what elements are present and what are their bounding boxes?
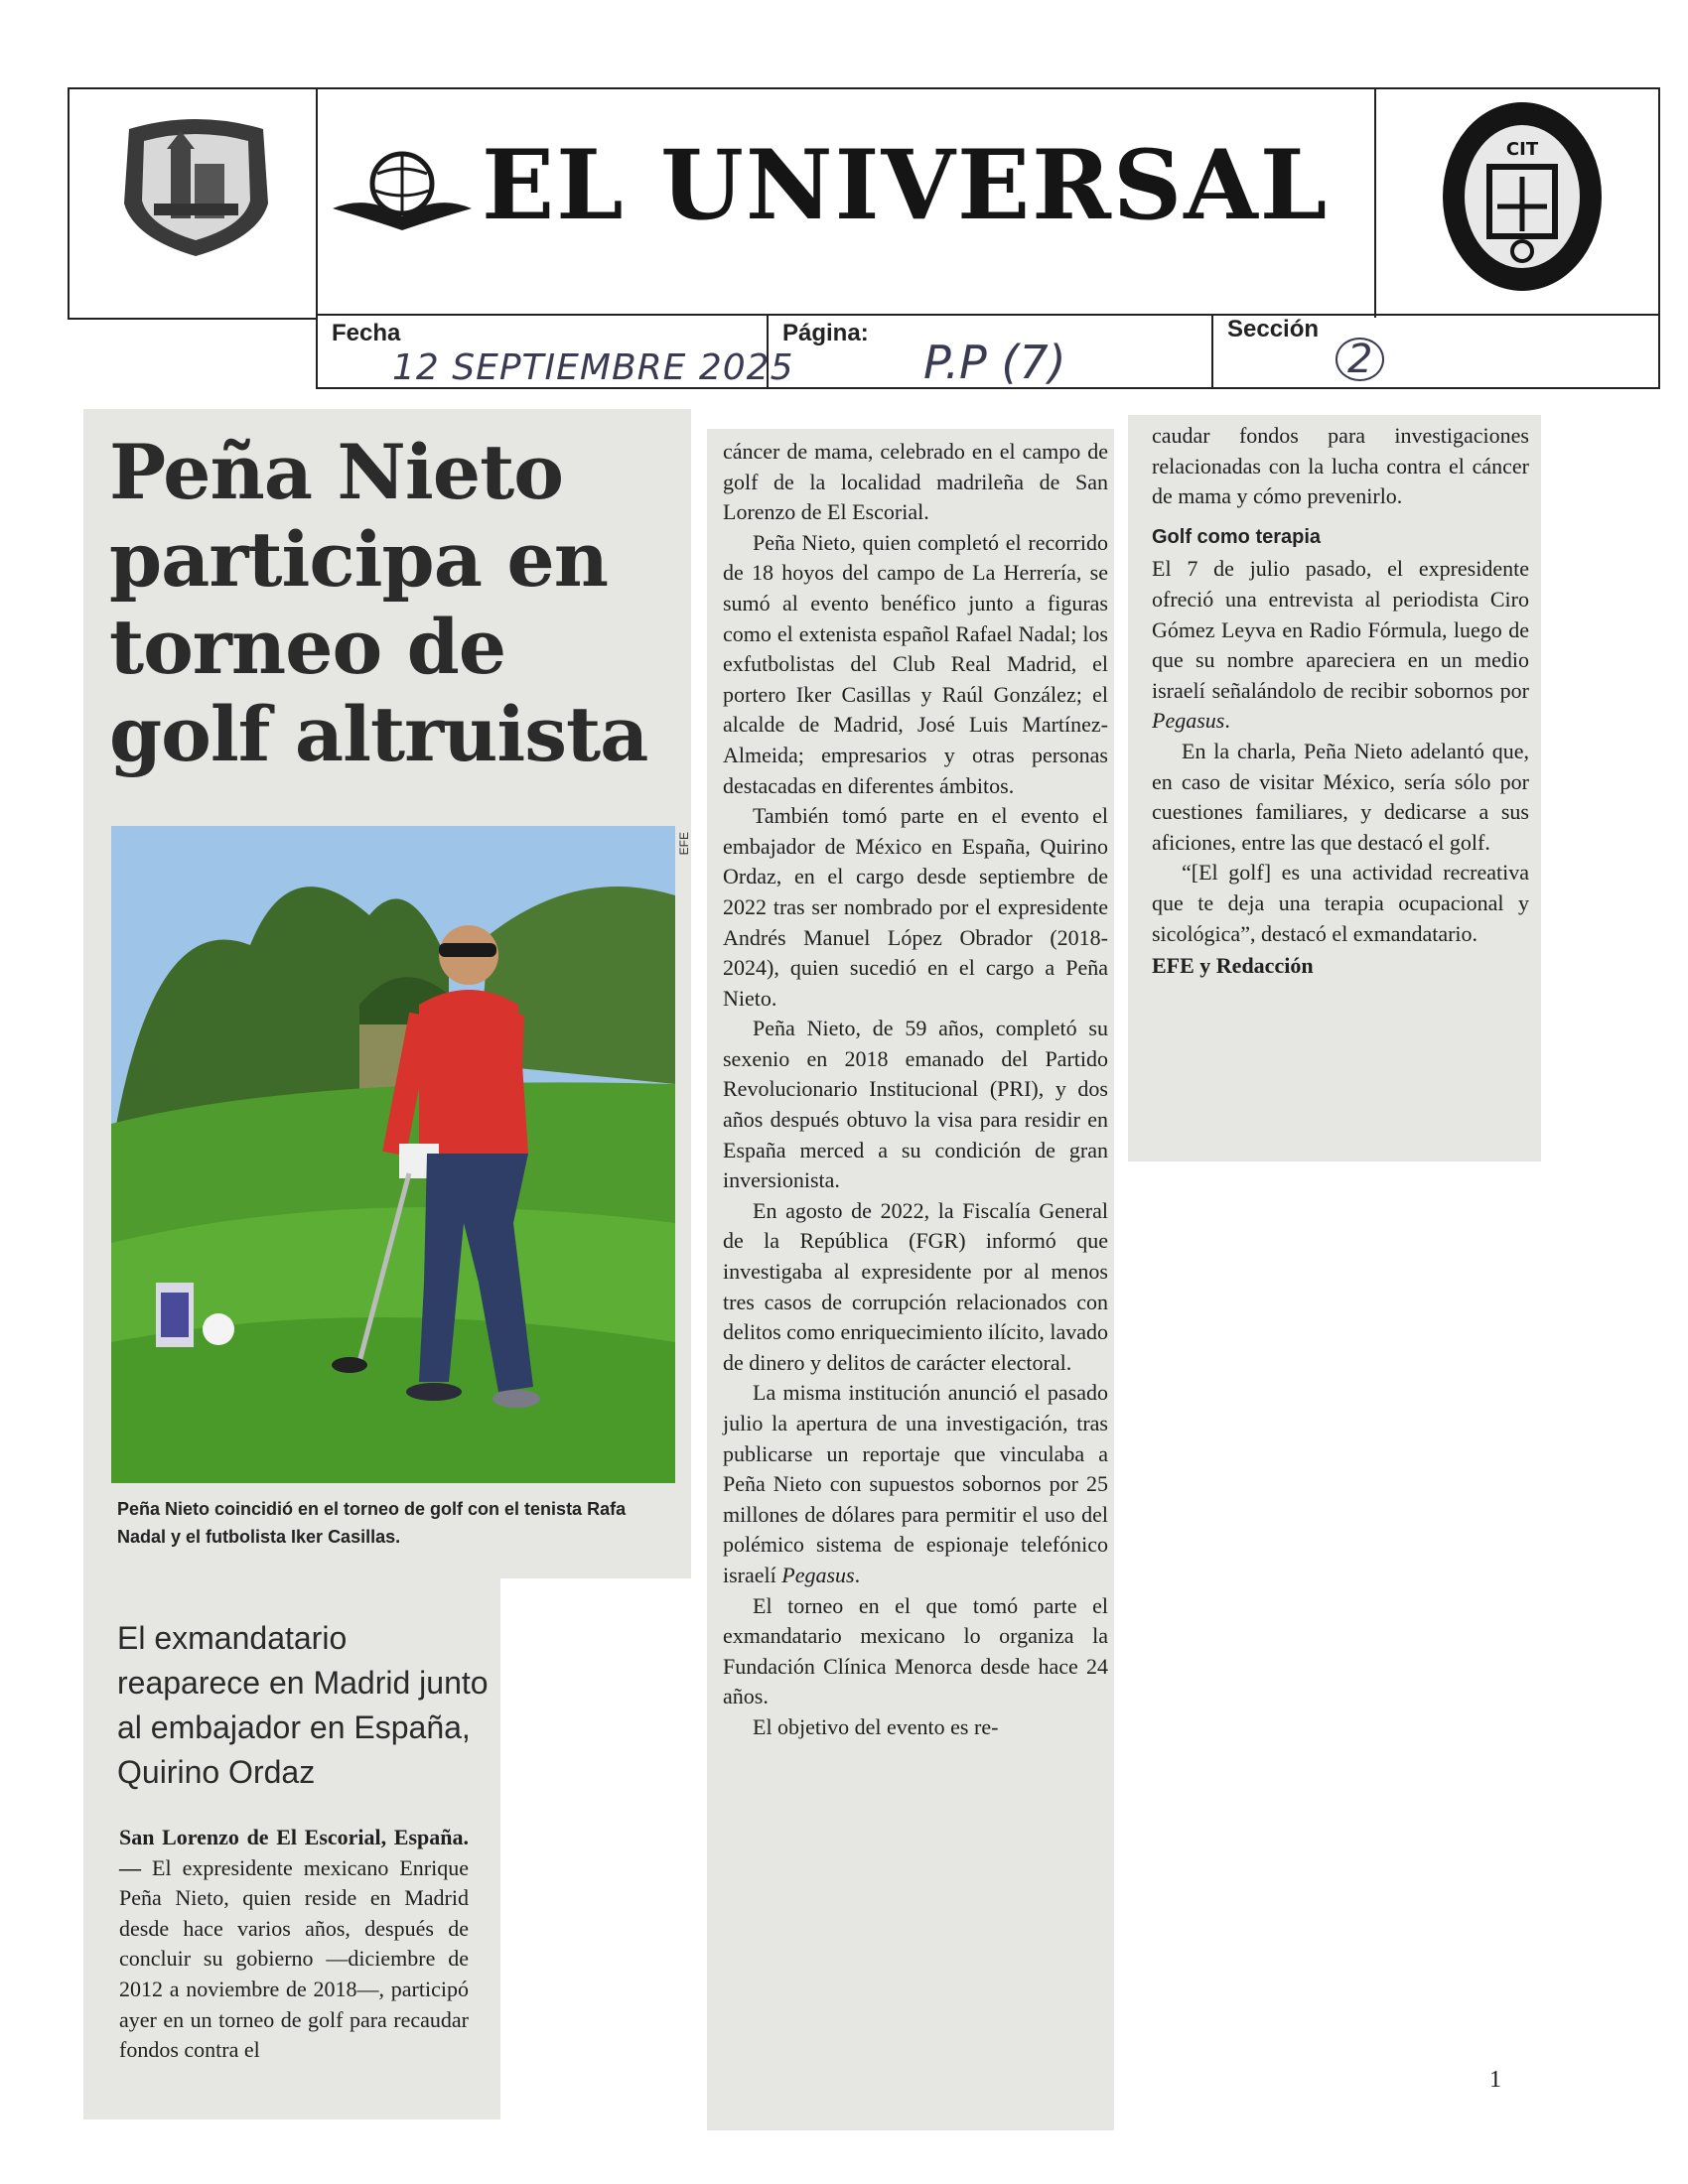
dateline: San Lorenzo de El Escorial, España.— (119, 1825, 469, 1880)
paragraph: También tomó parte en el evento el embajador de México en España, Quirino Ordaz, en el cargo desde septiembre de 2022 tras ser nombrado por el expresidente Andrés Manuel López Obrador (2018-2024), quien sucedió en el cargo a Peña Nieto. (723, 803, 1108, 1011)
subheadline: El exmandatario reaparece en Madrid junto al embajador en España, Quirino Ordaz (117, 1620, 489, 1790)
seccion-label: Sección (1227, 316, 1320, 342)
photo-credit: EFE (677, 832, 691, 856)
headline-line: Peña Nieto (109, 428, 563, 516)
paragraph: cáncer de mama, celebrado en el campo de golf de la localidad madrileña de San Lorenzo de El Escorial. (723, 439, 1108, 525)
paragraph: Peña Nieto, de 59 años, completó su sexenio en 2018 emanado del Partido Revolucionario Institucional (PRI), y dos años después obtuvo la visa para residir en España merced a su condición de gran inversionista. (723, 1016, 1108, 1193)
union-seal-icon (1438, 97, 1607, 296)
seccion-value: 2 (1336, 338, 1384, 381)
article-column-3 (1152, 421, 1529, 982)
punctuation: . (854, 1562, 861, 1587)
page-number: 1 (1489, 2067, 1501, 2093)
masthead-brand (328, 119, 1360, 258)
fecha-label: Fecha (332, 320, 401, 346)
paragraph: En la charla, Peña Nieto adelantó que, en caso de visitar México, sería sólo por cuestiones familiares, y dedicarse a sus aficiones, entre las que destacó el golf. (1152, 738, 1529, 855)
paragraph: El objetivo del evento es re- (753, 1713, 999, 1739)
paragraph: Peña Nieto, quien completó el recorrido de 18 hoyos del campo de La Herrería, se sumó al evento benéfico junto a figuras como el extenista español Rafael Nadal; los exfutbolistas del Club Real Madrid, el portero Iker Casillas y Raúl González; el alcalde de Madrid, José Luis Martínez-Almeida; empresarios y otras personas destacadas en diferentes ámbitos. (723, 529, 1108, 798)
article-column-1 (119, 1823, 469, 2066)
pagina-label: Página: (782, 320, 869, 346)
section-kicker: Golf como terapia (1152, 525, 1322, 548)
crest-logo-icon (109, 109, 283, 258)
paragraph-text: El expresidente mexicano Enrique Peña Nieto, quien reside en Madrid desde hace varios años, después de concluir su gobierno —diciembre de 2012 a noviembre de 2018—, participó ayer en un torneo de golf para recaudar fondos contra el (119, 1854, 469, 2063)
byline-signature: EFE y Redacción (1152, 953, 1314, 979)
paragraph: caudar fondos para investigaciones relacionadas con la lucha contra el cáncer de mama y cómo prevenirlo. (1152, 423, 1529, 509)
paragraph: El torneo en el que tomó parte el exmandatario mexicano lo organiza la Fundación Clínica Menorca desde hace 24 años. (723, 1592, 1108, 1709)
headline-line: golf altruista (109, 690, 648, 778)
article-column-2 (723, 437, 1108, 1743)
italic-term: Pegasus (781, 1562, 855, 1587)
paragraph (1152, 554, 1529, 737)
newspaper-name: EL UNIVERSAL (482, 129, 1330, 241)
globe-eagle-icon (328, 139, 477, 248)
punctuation: . (1224, 708, 1230, 734)
pagina-value: P.P (7) (923, 336, 1066, 389)
seal-text: CIT (1505, 139, 1539, 160)
headline-line: participa en (109, 515, 609, 604)
paragraph-text: El 7 de julio pasado, el expresidente ofreció una entrevista al periodista Ciro Gómez Leyva en Radio Fórmula, luego de que su nombre apareciera en un medio israelí señalándolo de recibir sobornos por (1152, 556, 1529, 703)
paragraph: En agosto de 2022, la Fiscalía General de la República (FGR) informó que investigaba al expresidente por al menos tres casos de corrupción relacionados con delitos como enriquecimiento ilícito, lavado de dinero y delitos de carácter electoral. (723, 1197, 1108, 1375)
headline-line: torneo de (109, 603, 506, 691)
paragraph (119, 1823, 469, 2066)
paragraph: “[El golf] es una actividad recreativa que te deja una terapia ocupacional y sicológica”, destacó el exmandatario. (1152, 860, 1529, 946)
fecha-value: 12 SEPTIEMBRE 2025 (392, 347, 794, 388)
paragraph-text: La misma institución anunció el pasado julio la apertura de una investigación, tras publicarse un reportaje que vinculaba a Peña Nieto con supuestos sobornos por 25 millones de dólares para permitir el uso del polémico sistema de espionaje telefónico israelí (723, 1380, 1108, 1587)
paragraph (723, 1378, 1108, 1590)
photo-caption: Peña Nieto coincidió en el torneo de golf con el tenista Rafa Nadal y el futbolista Iker Casillas. (117, 1499, 627, 1547)
headline (109, 429, 685, 778)
golf-photo (111, 826, 675, 1483)
italic-term: Pegasus (1152, 708, 1225, 734)
